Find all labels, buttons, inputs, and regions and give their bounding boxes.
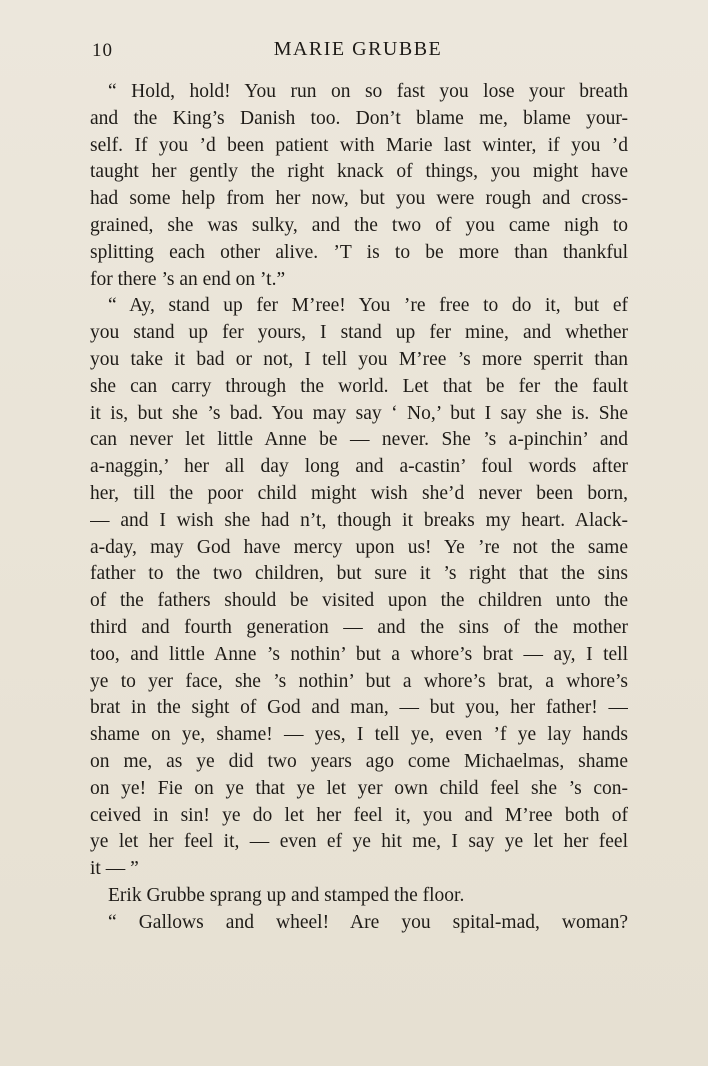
text-line: of the fathers should be visited upon the children unto the (90, 590, 628, 612)
text-line: grained, she was sulky, and the two of you came nigh to (90, 214, 628, 236)
text-line: on me, as ye did two years ago come Michaelmas, shame (90, 750, 628, 772)
text-line: a-day, may God have mercy upon us! Ye ’re not the same (90, 536, 628, 558)
text-line: you take it bad or not, I tell you M’ree ’s more sperrit than (90, 348, 628, 370)
text-line: it — ” (90, 858, 139, 880)
text-line: on ye! Fie on ye that ye let yer own child feel she ’s con- (90, 777, 628, 799)
text-line: self. If you ’d been patient with Marie last winter, if you ’d (90, 134, 628, 156)
text-line: father to the two children, but sure it ’s right that the sins (90, 563, 628, 585)
text-line: you stand up fer yours, I stand up fer mine, and whether (90, 322, 628, 344)
body-text (90, 79, 628, 937)
text-line: her, till the poor child might wish she’d never been born, (90, 482, 628, 504)
text-line: taught her gently the right knack of things, you might have (90, 161, 628, 183)
text-line: can never let little Anne be — never. She ’s a-pinchin’ and (90, 429, 628, 451)
text-line: for there ’s an end on ’t.” (90, 268, 286, 290)
text-line: splitting each other alive. ’T is to be more than thankful (90, 241, 628, 263)
text-line: “ Hold, hold! You run on so fast you lose your breath (108, 81, 628, 102)
text-line: and the King’s Danish too. Don’t blame me, blame your- (90, 107, 628, 129)
text-line: shame on ye, shame! — yes, I tell ye, even ’f ye lay hands (90, 724, 628, 746)
page-number: 10 (92, 40, 113, 61)
text-line: ye to yer face, she ’s nothin’ but a whore’s brat, a whore’s (90, 670, 628, 692)
running-head (88, 36, 628, 68)
text-line: third and fourth generation — and the sins of the mother (90, 616, 628, 638)
text-line: a-naggin,’ her all day long and a-castin’ foul words after (90, 456, 628, 478)
text-line: it is, but she ’s bad. You may say ‘ No,’ but I say she is. She (90, 402, 628, 424)
text-line: “ Gallows and wheel! Are you spital-mad, woman? (108, 911, 628, 933)
text-line: ye let her feel it, — even ef ye hit me, I say ye let her feel (90, 831, 628, 853)
running-head-title: MARIE GRUBBE (273, 38, 443, 60)
text-line: ceived in sin! ye do let her feel it, you and M’ree both of (90, 804, 628, 826)
text-line: too, and little Anne ’s nothin’ but a whore’s brat — ay, I tell (90, 643, 628, 665)
text-line: brat in the sight of God and man, — but you, her father! — (90, 697, 628, 719)
text-line: she can carry through the world. Let that be fer the fault (90, 375, 628, 397)
text-line: — and I wish she had n’t, though it breaks my heart. Alack- (90, 509, 628, 531)
text-line: had some help from her now, but you were rough and cross- (90, 188, 628, 210)
text-line: Erik Grubbe sprang up and stamped the floor. (108, 884, 465, 906)
text-line: “ Ay, stand up fer M’ree! You ’re free to do it, but ef (108, 295, 628, 317)
